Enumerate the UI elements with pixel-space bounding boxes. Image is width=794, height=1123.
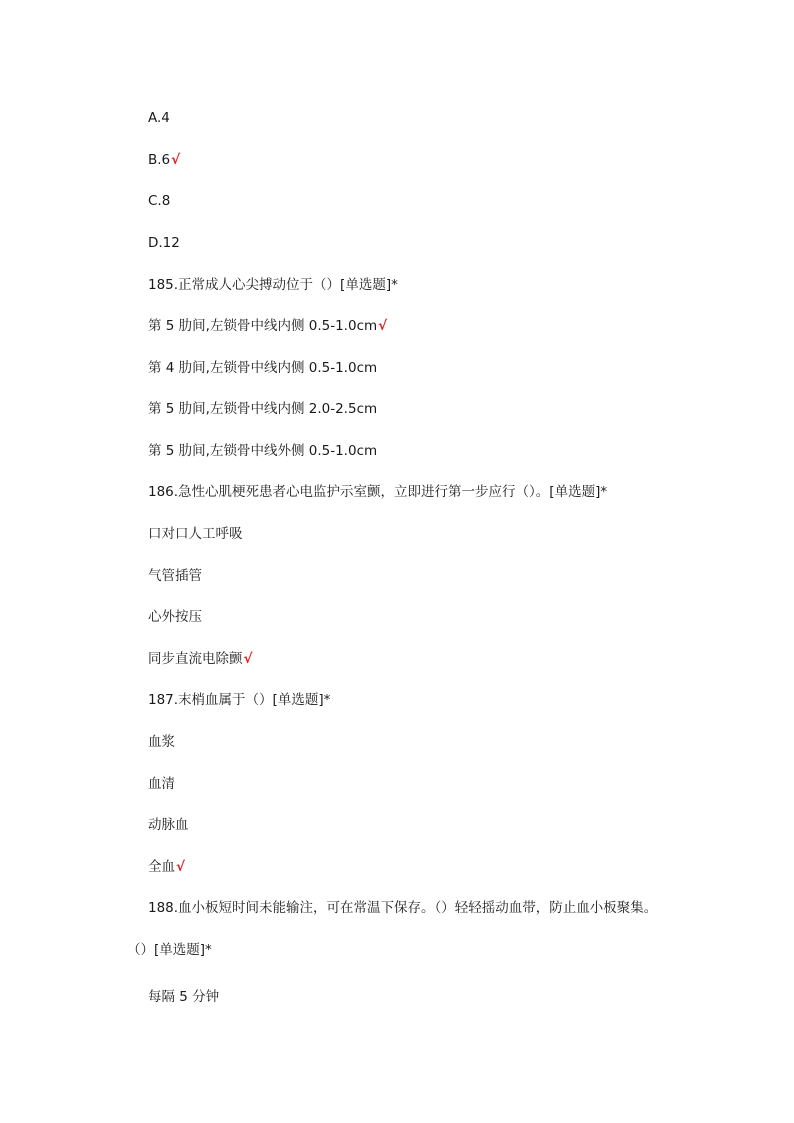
option-185-2: 第 4 肋间,左锁骨中线内侧 0.5-1.0cm	[148, 360, 378, 376]
option-186-2: 气管插管	[148, 568, 202, 584]
option-b: B.6√	[148, 152, 181, 168]
question-188-continued: （）[单选题]*	[127, 942, 212, 958]
option-186-3: 心外按压	[148, 609, 202, 625]
correct-check-icon: √	[176, 859, 186, 875]
option-185-4: 第 5 肋间,左锁骨中线外侧 0.5-1.0cm	[148, 443, 378, 459]
question-185: 185.正常成人心尖搏动位于（）[单选题]*	[148, 277, 398, 293]
correct-check-icon: √	[171, 152, 181, 168]
question-186: 186.急性心肌梗死患者心电监护示室颤，立即进行第一步应行（）。[单选题]*	[148, 484, 608, 500]
option-187-2: 血清	[148, 776, 175, 792]
question-188: 188.血小板短时间未能输注，可在常温下保存。（）轻轻摇动血带，防止血小板聚集。	[148, 900, 658, 916]
option-d: D.12	[148, 235, 180, 251]
option-187-1: 血浆	[148, 734, 175, 750]
option-187-3: 动脉血	[148, 817, 189, 833]
option-185-1: 第 5 肋间,左锁骨中线内侧 0.5-1.0cm√	[148, 318, 388, 334]
option-185-3: 第 5 肋间,左锁骨中线内侧 2.0-2.5cm	[148, 401, 378, 417]
option-186-4: 同步直流电除颤√	[148, 651, 253, 667]
correct-check-icon: √	[243, 651, 253, 667]
question-187: 187.末梢血属于（）[单选题]*	[148, 692, 331, 708]
option-187-4: 全血√	[148, 859, 186, 875]
option-188-1: 每隔 5 分钟	[148, 989, 220, 1005]
option-a: A.4	[148, 110, 170, 126]
correct-check-icon: √	[378, 318, 388, 334]
option-c: C.8	[148, 193, 171, 209]
option-186-1: 口对口人工呼吸	[148, 526, 243, 542]
